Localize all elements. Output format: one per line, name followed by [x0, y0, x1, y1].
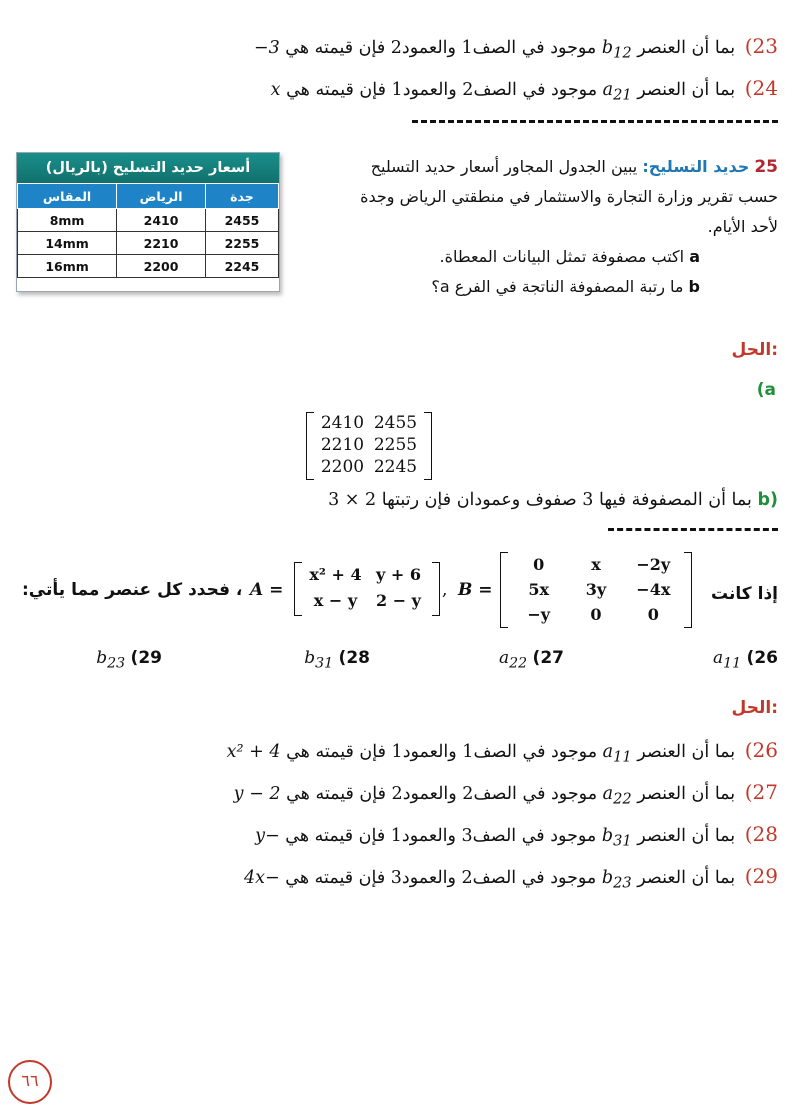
divider	[608, 528, 778, 531]
problem-number: 27)	[744, 780, 778, 804]
solution-part-a: (a	[756, 380, 776, 400]
table-header: جدة	[205, 184, 278, 209]
matrix-cell: 2410	[320, 413, 365, 433]
given-prefix: إذا كانت	[711, 584, 778, 604]
element-symbol: b	[601, 38, 614, 58]
question-25	[303, 152, 778, 302]
matrix-cell: 0	[533, 555, 545, 574]
part-label: b	[688, 277, 700, 296]
element-symbol: a	[602, 80, 614, 100]
matrix-cell: −y	[527, 605, 551, 624]
element-subscript: 23	[613, 874, 632, 892]
problem-rest: موجود في الصف2 والعمود1 فإن قيمته هي	[286, 80, 598, 100]
bracket-right	[424, 412, 432, 480]
answer-26	[227, 738, 778, 766]
matrix-cell: 5x	[528, 580, 549, 599]
problem-value: −4x	[244, 868, 280, 888]
item-symbol: b	[96, 648, 108, 668]
item-number: 27)	[532, 648, 564, 668]
page-number: ٦٦	[8, 1060, 52, 1104]
bracket-left	[500, 552, 508, 628]
table-row	[18, 232, 279, 255]
problem-value: x	[270, 80, 281, 100]
item-symbol: a	[498, 648, 510, 668]
problem-rest: موجود في الصف1 والعمود2 فإن قيمته هي	[285, 38, 597, 58]
problem-text: بما أن العنصر	[637, 784, 736, 804]
item-subscript: 31	[315, 655, 334, 672]
matrix-cell: 2455	[373, 413, 418, 433]
matrix-cell: 0	[590, 605, 602, 624]
matrix-cell: 2210	[320, 435, 365, 455]
element-subscript: 31	[613, 832, 632, 850]
element-subscript: 22	[613, 790, 632, 808]
question-line: يبين الجدول المجاور أسعار حديد التسليح	[370, 157, 638, 176]
element-symbol: b	[601, 868, 614, 888]
problem-23	[254, 34, 778, 62]
matrix-cell: y + 6	[376, 565, 421, 584]
part-text: ما رتبة المصفوفة الناتجة في الفرع a؟	[431, 277, 684, 296]
problem-text: بما أن العنصر	[637, 826, 736, 846]
problem-rest: موجود في الصف1 والعمود1 فإن قيمته هي	[286, 742, 598, 762]
matrix-cell: 2245	[373, 457, 418, 477]
item-symbol: b	[304, 648, 316, 668]
matrix-cell: 2200	[320, 457, 365, 477]
matrix-A	[294, 562, 440, 616]
table-cell: 14mm	[18, 232, 117, 255]
table-cell: 2455	[205, 209, 278, 232]
problem-rest: موجود في الصف2 والعمود2 فإن قيمته هي	[286, 784, 598, 804]
table-row	[18, 209, 279, 232]
problem-text: بما أن العنصر	[637, 742, 736, 762]
item-symbol: a	[712, 648, 724, 668]
answer-27	[234, 780, 778, 808]
answer-matrix	[306, 412, 432, 480]
element-subscript: 21	[613, 86, 632, 104]
question-line: لأحد الأيام.	[707, 217, 778, 236]
element-subscript: 12	[613, 44, 632, 62]
item-number: 28)	[338, 648, 370, 668]
item-28	[304, 648, 370, 671]
question-keyword: حديد التسليح:	[642, 157, 750, 176]
element-symbol: a	[602, 784, 614, 804]
matrix-cell: x	[591, 555, 601, 574]
item-subscript: 23	[107, 655, 126, 672]
item-27	[499, 648, 564, 671]
item-29	[96, 648, 162, 671]
item-subscript: 11	[723, 655, 742, 672]
problem-rest: موجود في الصف3 والعمود1 فإن قيمته هي	[285, 826, 597, 846]
bracket-right	[684, 552, 692, 628]
table-header: المقاس	[18, 184, 117, 209]
element-symbol: b	[601, 826, 614, 846]
divider	[412, 120, 778, 123]
solution-label: الحل:	[731, 340, 778, 360]
problem-number: 28)	[744, 822, 778, 846]
problem-rest: موجود في الصف2 والعمود3 فإن قيمته هي	[285, 868, 597, 888]
matrix-cell: 2255	[373, 435, 418, 455]
matrix-B-label: B =	[458, 580, 493, 600]
item-26	[713, 648, 778, 671]
table-cell: 2200	[117, 255, 206, 278]
problem-number: 29)	[744, 864, 778, 888]
element-symbol: a	[602, 742, 614, 762]
table-title: أسعار حديد التسليح (بالريال)	[17, 153, 279, 183]
matrix-cell: 0	[647, 605, 659, 624]
problem-number: 23)	[744, 34, 778, 58]
problem-24	[271, 76, 778, 104]
table-cell: 8mm	[18, 209, 117, 232]
matrix-cell: x − y	[313, 591, 358, 610]
item-number: 29)	[130, 648, 162, 668]
problem-value: −y	[255, 826, 280, 846]
solution-label: الحل:	[731, 698, 778, 718]
matrix-B	[500, 552, 692, 628]
problem-text: بما أن العنصر	[637, 868, 736, 888]
table-cell: 2245	[205, 255, 278, 278]
table-cell: 2410	[117, 209, 206, 232]
matrix-cell: −4x	[636, 580, 671, 599]
part-label: (b	[757, 490, 778, 510]
part-text: اكتب مصفوفة تمثل البيانات المعطاة.	[439, 247, 685, 266]
bracket-left	[294, 562, 302, 616]
matrix-cell: 2 − y	[376, 591, 421, 610]
given-suffix: ، فحدد كل عنصر مما يأتي:	[22, 580, 243, 600]
problem-number: 24)	[744, 76, 778, 100]
table-header: الرياض	[117, 184, 206, 209]
element-subscript: 11	[613, 748, 632, 766]
bracket-right	[432, 562, 440, 616]
solution-b	[328, 490, 778, 510]
problem-value: 3−	[253, 38, 280, 58]
question-number: 25	[754, 157, 778, 177]
solution-b-text: بما أن المصفوفة فيها 3 صفوف وعمودان فإن رتبتها 2 × 3	[328, 490, 752, 510]
matrix-cell: x² + 4	[309, 565, 362, 584]
problem-text: بما أن العنصر	[637, 80, 736, 100]
table-cell: 2255	[205, 232, 278, 255]
problem-text: بما أن العنصر	[637, 38, 736, 58]
matrix-A-label: A =	[250, 580, 284, 600]
bracket-left	[306, 412, 314, 480]
table-cell: 2210	[117, 232, 206, 255]
prices-table	[16, 152, 280, 292]
answer-28	[255, 822, 778, 850]
question-line: حسب تقرير وزارة التجارة والاستثمار في منطقتي الرياض وجدة	[360, 187, 778, 206]
matrix-cell: −2y	[636, 555, 671, 574]
problem-value: x² + 4	[226, 742, 281, 762]
part-label: a	[689, 247, 700, 266]
comma: ,	[442, 580, 448, 600]
problem-number: 26)	[744, 738, 778, 762]
item-subscript: 22	[509, 655, 528, 672]
item-number: 26)	[746, 648, 778, 668]
table-row	[18, 255, 279, 278]
table-cell: 16mm	[18, 255, 117, 278]
matrix-cell: 3y	[585, 580, 607, 599]
answer-29	[244, 864, 778, 892]
problem-value: 2 − y	[233, 784, 281, 804]
